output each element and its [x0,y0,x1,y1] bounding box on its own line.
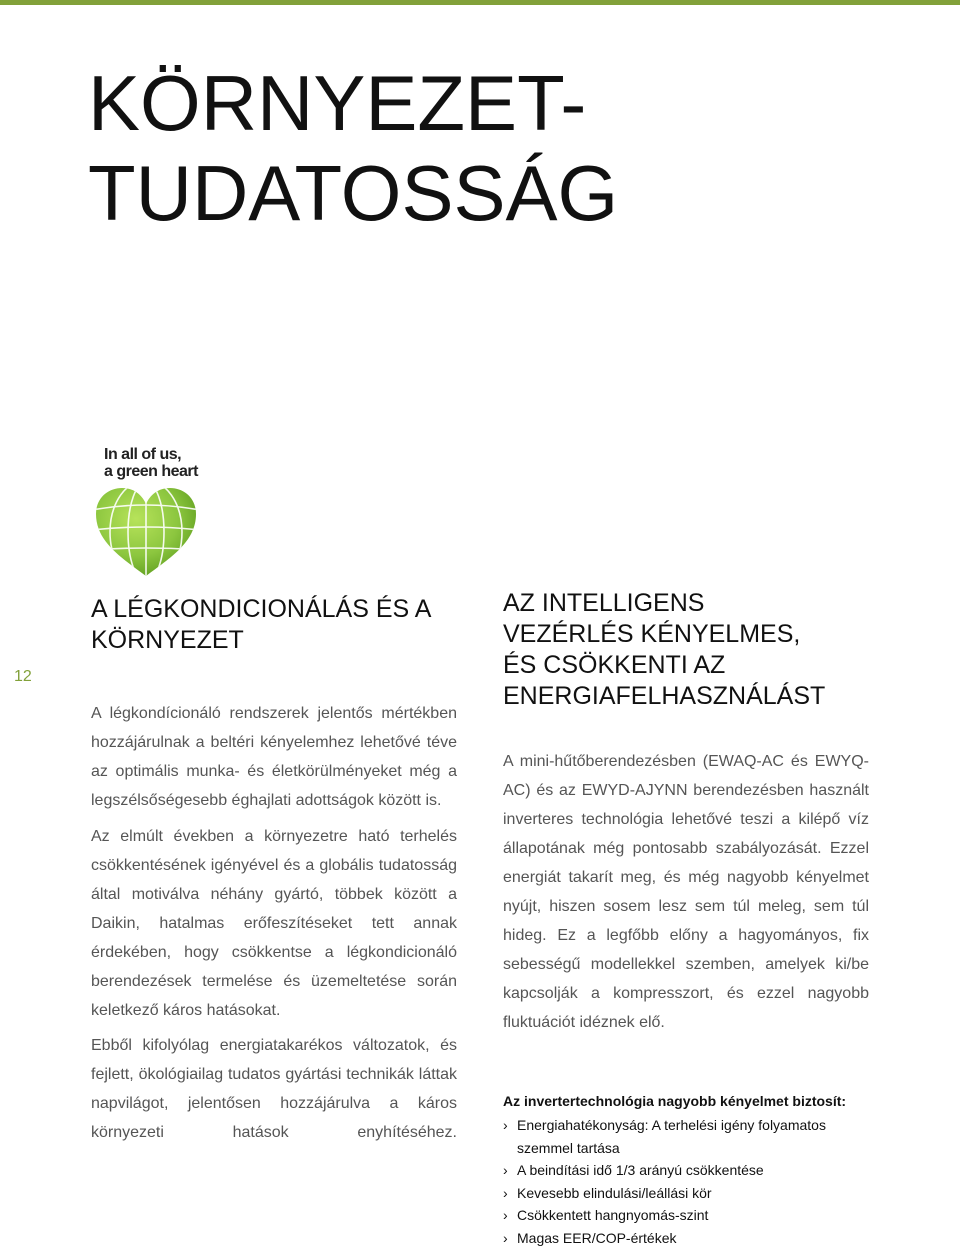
right-heading-line1: AZ INTELLIGENS [503,589,705,617]
page-title-line1: KÖRNYEZET- [88,59,587,147]
right-heading [503,588,869,712]
benefits-list-title: Az invertertechnológia nagyobb kényelmet biztosít: [503,1093,847,1109]
page-title [88,58,618,238]
page-title-line2: TUDATOSSÁG [88,149,619,237]
list-item [503,1227,869,1250]
page-number: 12 [14,668,32,685]
bullet-chevron-icon: › [503,1229,508,1246]
right-column [503,588,869,1249]
list-item-text: A beindítási idő 1/3 arányú csökkentése [517,1162,764,1178]
left-heading-line1: A LÉGKONDICIONÁLÁS ÉS A [91,595,432,623]
benefits-list [503,1114,869,1249]
logo-slogan [104,446,204,480]
left-heading-line2: KÖRNYEZET [91,626,244,654]
bullet-chevron-icon: › [503,1184,508,1201]
right-heading-line2: VEZÉRLÉS KÉNYELMES, [503,620,801,648]
right-paragraph-1: A mini-hűtőberendezésben (EWAQ-AC és EWYQ-AC) és az EWYD-AJYNN berendezésben használt inverteres technológia lehetővé teszi a kilépő víz állapotának még pontosabb szabályozását. Ezzel energiát takarít meg, és még nagyobb kényelmet nyújt, hiszen sosem lesz sem túl meleg, sem túl hideg. Ez a legfőbb előny a hagyományos, fix sebességű modellekkel szemben, amelyek ki/be kapcsolják a kompresszort, és ezzel nagyobb fluktuációt idéznek elő. [503,753,869,1031]
left-heading [91,594,457,656]
bullet-chevron-icon: › [503,1117,508,1133]
logo-slogan-line1: In all of us, [104,446,182,463]
left-paragraph-1: A légkondícionáló rendszerek jelentős mértékben hozzájárulnak a beltéri kényelemhez lehetővé téve az optimális munka- és életkörülményeket még a legszélsőségesebb éghajlati adottságok között is. [91,705,457,809]
list-item-text: Csökkentett hangnyomás-szint [517,1207,709,1223]
left-column [91,594,457,1147]
bullet-chevron-icon: › [503,1162,508,1178]
left-paragraph-3: Ebből kifolyólag energiatakarékos változatok, és fejlett, ökológiailag tudatos gyártási technikák láttak napvilágot, jelentősen hozzájárulva a káros környezeti hatások enyhítéséhez. [91,1037,457,1141]
right-heading-line3: ÉS CSÖKKENTI AZ [503,651,726,679]
list-item-text: Kevesebb elindulási/leállási kör [517,1184,712,1201]
list-item [503,1204,869,1227]
list-item [503,1114,869,1159]
logo-slogan-line2: a green heart [104,463,198,480]
right-heading-line4: ENERGIAFELHASZNÁLÁST [503,682,826,710]
green-heart-globe-icon [92,486,200,578]
top-accent-bar [0,0,960,5]
list-item-text: Energiahatékonyság: A terhelési igény folyamatos szemmel tartása [517,1117,826,1156]
bullet-chevron-icon: › [503,1207,508,1223]
list-item-text: Magas EER/COP-értékek [517,1229,677,1246]
list-item [503,1182,869,1205]
left-paragraph-2: Az elmúlt években a környezetre ható terhelés csökkentésének igényével és a globális tudatosság által motiválva néhány gyártó, többek között a Daikin, hatalmas erőfeszítéseket tett annak érdekében, hogy csökkentse a légkondicionáló berendezések termelése és üzemeltetése során keletkező káros hatásokat. [91,828,457,1019]
list-item [503,1159,869,1182]
green-heart-logo [90,446,210,581]
